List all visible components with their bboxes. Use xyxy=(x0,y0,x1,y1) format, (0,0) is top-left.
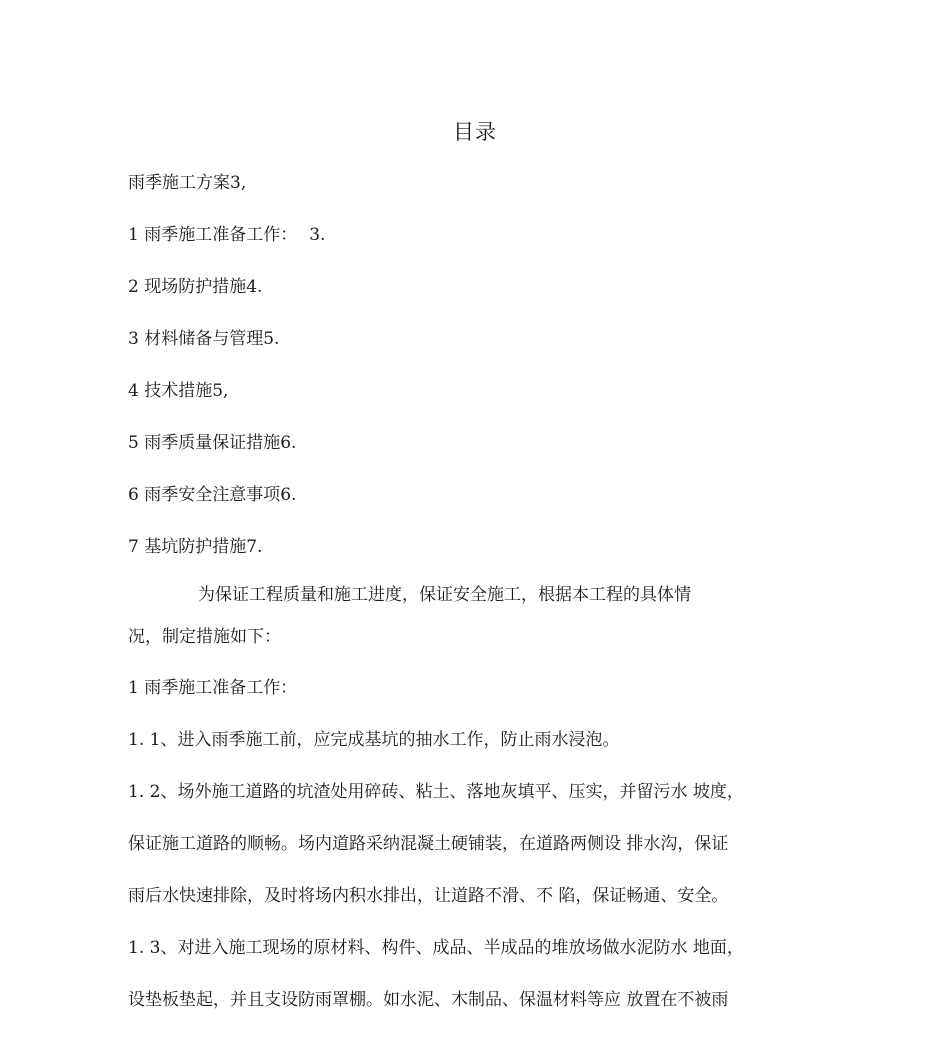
toc-entry[interactable] xyxy=(128,223,325,275)
toc-entry-text: 7 基坑防护措施 xyxy=(128,537,247,557)
toc-entry[interactable] xyxy=(128,171,325,223)
toc-entry-text: 雨季施工方案 xyxy=(128,173,230,193)
toc-entry[interactable] xyxy=(128,379,325,431)
toc-entry[interactable] xyxy=(128,535,325,587)
toc-entry-text: 2 现场防护措施 xyxy=(128,277,247,297)
toc-entry-page: 3, xyxy=(230,173,247,193)
paragraph-line: 1. 3、对进入施工现场的原材料、构件、成品、半成品的堆放场做水泥防水 地面， xyxy=(128,938,744,958)
toc-entry-text: 5 雨季质量保证措施 xyxy=(128,433,281,453)
toc-entry-page: 6. xyxy=(280,433,297,453)
paragraph-line: 雨后水快速排除，及时将场内积水排出，让道路不滑、不 陷，保证畅通、安全。 xyxy=(128,886,729,906)
paragraph-line: 保证施工道路的顺畅。场内道路采纳混凝土硬铺装，在道路两侧设 排水沟，保证 xyxy=(128,834,729,854)
toc-entry[interactable] xyxy=(128,327,325,379)
section-heading: 1 雨季施工准备工作： xyxy=(128,678,298,698)
toc-entry-page: 4. xyxy=(246,277,263,297)
paragraph-line: 1. 1、进入雨季施工前，应完成基坑的抽水工作，防止雨水浸泡。 xyxy=(128,730,620,750)
toc-entry-text: 3 材料储备与管理 xyxy=(128,329,264,349)
toc-entry-page: 7. xyxy=(246,537,263,557)
paragraph-line: 1. 2、场外施工道路的坑渣处用碎砖、粘土、落地灰填平、压实，并留污水 坡度， xyxy=(128,782,744,802)
toc-entry-page: 5, xyxy=(212,381,229,401)
toc-entry-text: 4 技术措施 xyxy=(128,381,213,401)
toc-entry[interactable] xyxy=(128,275,325,327)
intro-line: 为保证工程质量和施工进度，保证安全施工，根据本工程的具体情 xyxy=(198,585,691,605)
table-of-contents xyxy=(128,171,325,587)
paragraph-line: 设垫板垫起，并且支设防雨罩棚。如水泥、木制品、保温材料等应 放置在不被雨 xyxy=(128,990,729,1010)
body-section xyxy=(128,676,818,1040)
toc-entry-page: 3. xyxy=(309,225,326,245)
toc-entry-page: 5. xyxy=(263,329,280,349)
toc-entry[interactable] xyxy=(128,483,325,535)
page-title: 目录 xyxy=(453,120,497,144)
intro-line: 况，制定措施如下： xyxy=(128,627,281,647)
toc-entry-text: 6 雨季安全注意事项 xyxy=(128,485,281,505)
toc-entry-text: 1 雨季施工准备工作： xyxy=(128,225,298,245)
toc-entry[interactable] xyxy=(128,431,325,483)
intro-paragraph xyxy=(128,583,768,655)
toc-entry-page: 6. xyxy=(280,485,297,505)
